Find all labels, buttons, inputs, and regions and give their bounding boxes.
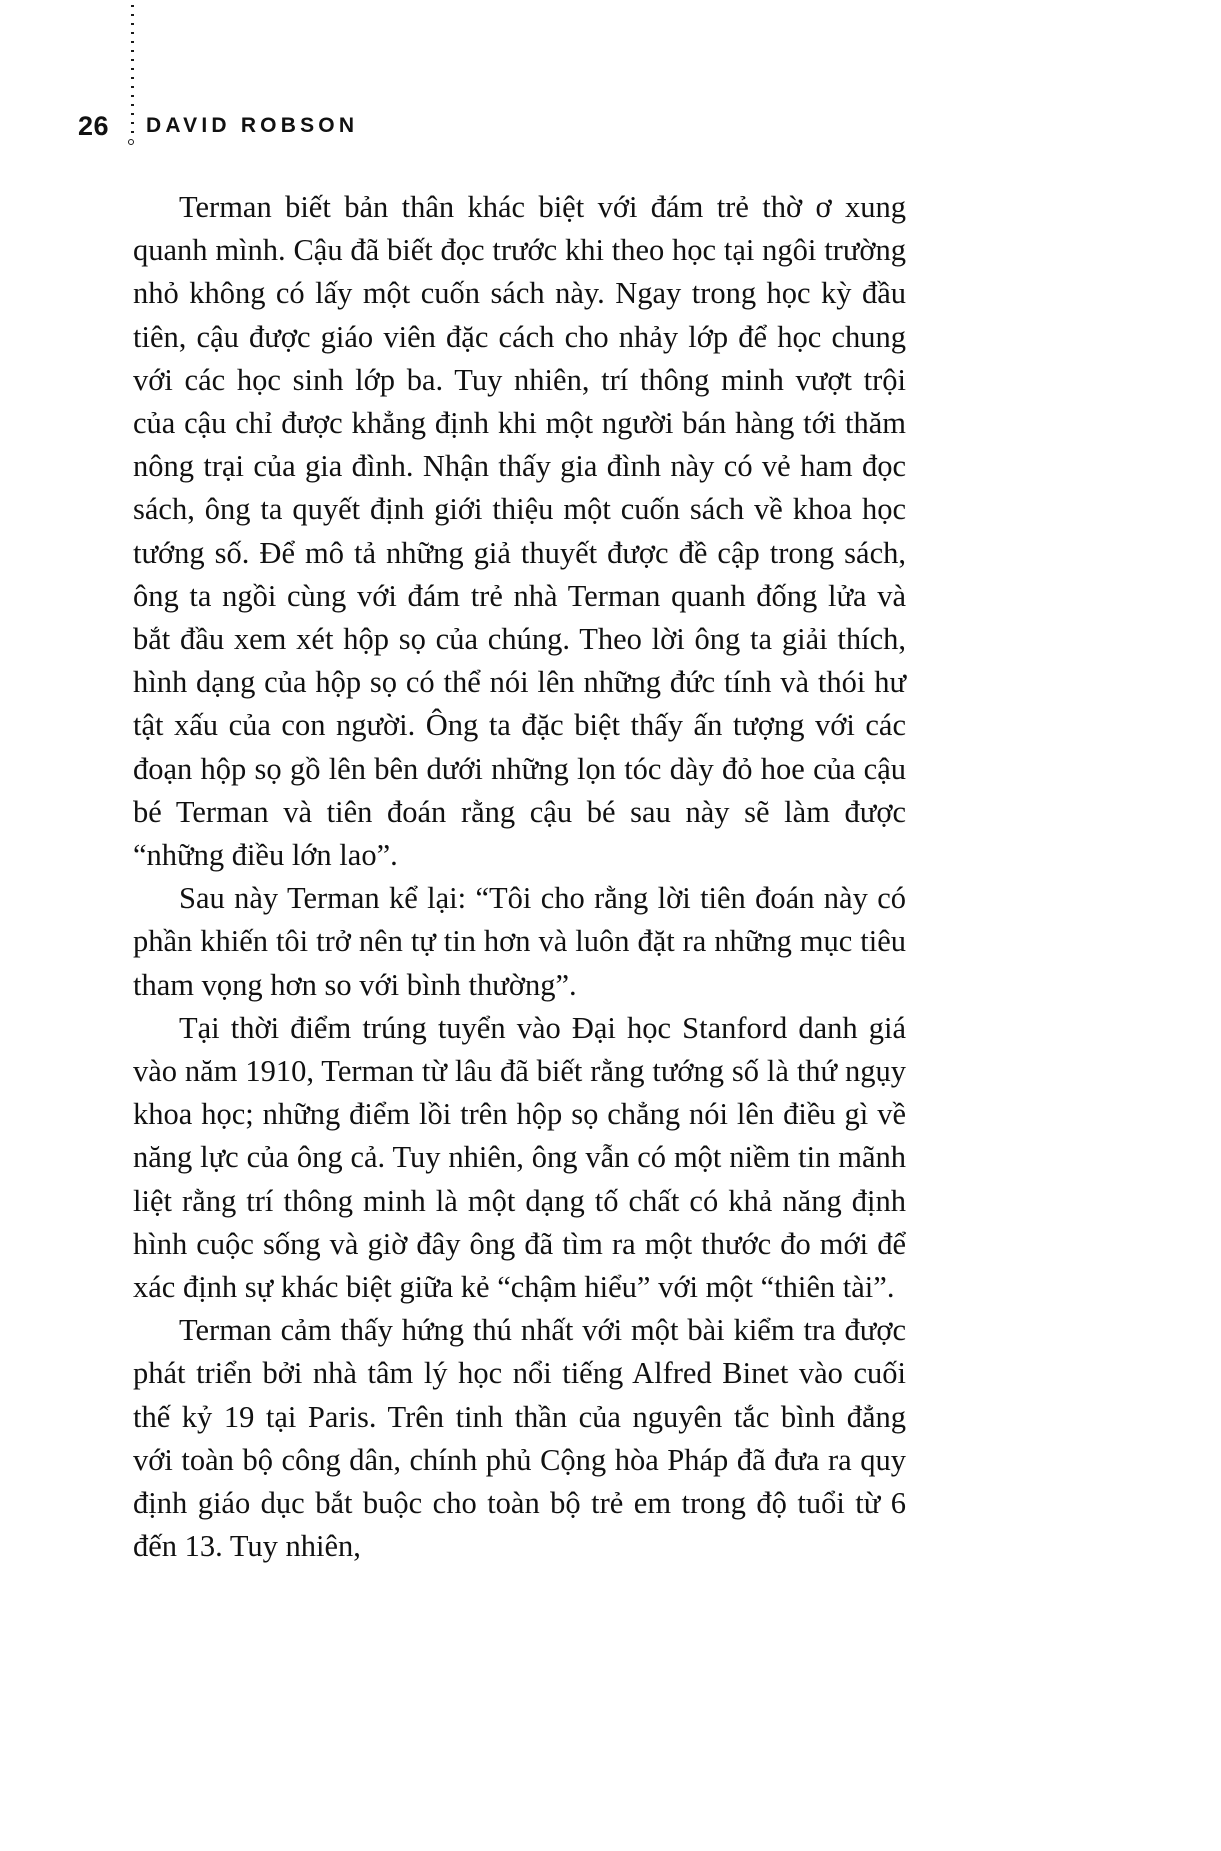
paragraph: Sau này Terman kể lại: “Tôi cho rằng lời tiên đoán này có phần khiến tôi trở nên tự tin hơn và luôn đặt ra những mục tiêu tham vọng hơn so với bình thường”. [133,881,906,1002]
body-text-block [133,186,906,1569]
dotted-vertical-rule-icon [131,0,134,137]
page-number: 26 [78,111,110,141]
running-head [0,0,1221,160]
author-name: DAVID ROBSON [146,114,359,137]
paragraph: Terman biết bản thân khác biệt với đám trẻ thờ ơ xung quanh mình. Cậu đã biết đọc trước khi theo học tại ngôi trường nhỏ không có lấy một cuốn sách này. Ngay trong học kỳ đầu tiên, cậu được giáo viên đặc cách cho nhảy lớp để học chung với các học sinh lớp ba. Tuy nhiên, trí thông minh vượt trội của cậu chỉ được khẳng định khi một người bán hàng tới thăm nông trại của gia đình. Nhận thấy gia đình này có vẻ ham đọc sách, ông ta quyết định giới thiệu một cuốn sách về khoa học tướng số. Để mô tả những giả thuyết được đề cập trong sách, ông ta ngồi cùng với đám trẻ nhà Terman quanh đống lửa và bắt đầu xem xét hộp sọ của chúng. Theo lời ông ta giải thích, hình dạng của hộp sọ có thể nói lên những đức tính và thói hư tật xấu của con người. Ông ta đặc biệt thấy ấn tượng với các đoạn hộp sọ gồ lên bên dưới những lọn tóc dày đỏ hoe của cậu bé Terman và tiên đoán rằng cậu bé sau này sẽ làm được “những điều lớn lao”. [133,190,906,873]
paragraph: Tại thời điểm trúng tuyển vào Đại học Stanford danh giá vào năm 1910, Terman từ lâu đã biết rằng tướng số là thứ ngụy khoa học; những điểm lồi trên hộp sọ chẳng nói lên điều gì về năng lực của ông cả. Tuy nhiên, ông vẫn có một niềm tin mãnh liệt rằng trí thông minh là một dạng tố chất có khả năng định hình cuộc sống và giờ đây ông đã tìm ra một thước đo mới để xác định sự khác biệt giữa kẻ “chậm hiểu” với một “thiên tài”. [133,1010,906,1305]
paragraph: Terman cảm thấy hứng thú nhất với một bài kiểm tra được phát triển bởi nhà tâm lý học nổi tiếng Alfred Binet vào cuối thế kỷ 19 tại Paris. Trên tinh thần của nguyên tắc bình đẳng với toàn bộ công dân, chính phủ Cộng hòa Pháp đã đưa ra quy định giáo dục bắt buộc cho toàn bộ trẻ em trong độ tuổi từ 6 đến 13. Tuy nhiên, [133,1313,906,1564]
small-circle-icon [128,139,134,145]
